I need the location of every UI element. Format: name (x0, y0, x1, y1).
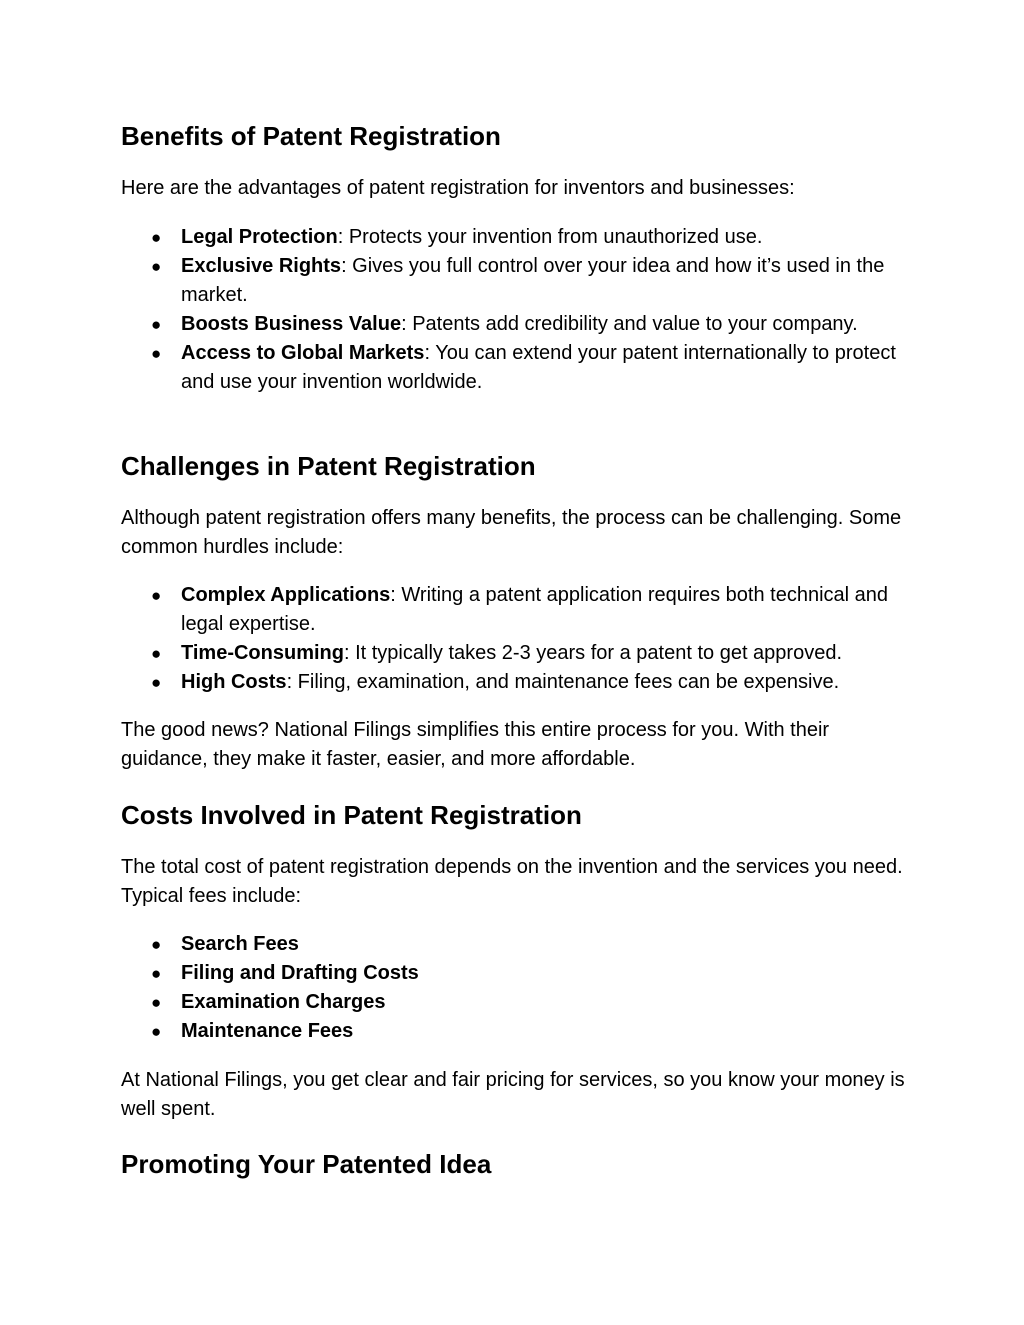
list-item: ● Complex Applications: Writing a patent application requires both technical and legal expertise. (121, 581, 911, 639)
list-item: ● Examination Charges (121, 988, 911, 1017)
section-outro-costs: At National Filings, you get clear and fair pricing for services, so you know your money is well spent. (121, 1069, 905, 1120)
list-item: ● Exclusive Rights: Gives you full control over your idea and how it’s used in the market. (121, 252, 911, 310)
benefits-list (121, 223, 911, 397)
bullet-icon: ● (151, 964, 162, 983)
list-item: ● Boosts Business Value: Patents add credibility and value to your company. (121, 310, 911, 339)
section-intro-costs: The total cost of patent registration depends on the invention and the services you need. Typical fees include: (121, 856, 903, 907)
section-heading-benefits: Benefits of Patent Registration (121, 121, 501, 151)
list-item: ● Legal Protection: Protects your invention from unauthorized use. (121, 223, 911, 252)
bullet-icon: ● (151, 935, 162, 954)
bullet-icon: ● (151, 993, 162, 1012)
costs-list (121, 930, 911, 1046)
bullet-icon: ● (151, 673, 162, 692)
list-item: ● Maintenance Fees (121, 1017, 911, 1046)
section-heading-costs: Costs Involved in Patent Registration (121, 800, 582, 830)
bullet-icon: ● (151, 344, 162, 363)
list-item: ● High Costs: Filing, examination, and maintenance fees can be expensive. (121, 668, 911, 697)
list-item: ● Search Fees (121, 930, 911, 959)
bullet-icon: ● (151, 586, 162, 605)
bullet-icon: ● (151, 228, 162, 247)
section-heading-promoting: Promoting Your Patented Idea (121, 1149, 492, 1179)
bullet-icon: ● (151, 315, 162, 334)
list-item: ● Access to Global Markets: You can extend your patent internationally to protect and use your invention worldwide. (121, 339, 911, 397)
section-heading-challenges: Challenges in Patent Registration (121, 451, 536, 481)
list-item: ● Time-Consuming: It typically takes 2-3 years for a patent to get approved. (121, 639, 911, 668)
section-intro-benefits: Here are the advantages of patent registration for inventors and businesses: (121, 177, 795, 199)
bullet-icon: ● (151, 257, 162, 276)
bullet-icon: ● (151, 644, 162, 663)
list-item: ● Filing and Drafting Costs (121, 959, 911, 988)
section-outro-challenges: The good news? National Filings simplifies this entire process for you. With their guidance, they make it faster, easier, and more affordable. (121, 719, 830, 770)
challenges-list (121, 581, 911, 697)
section-intro-challenges: Although patent registration offers many benefits, the process can be challenging. Some common hurdles include: (121, 507, 902, 558)
bullet-icon: ● (151, 1022, 162, 1041)
